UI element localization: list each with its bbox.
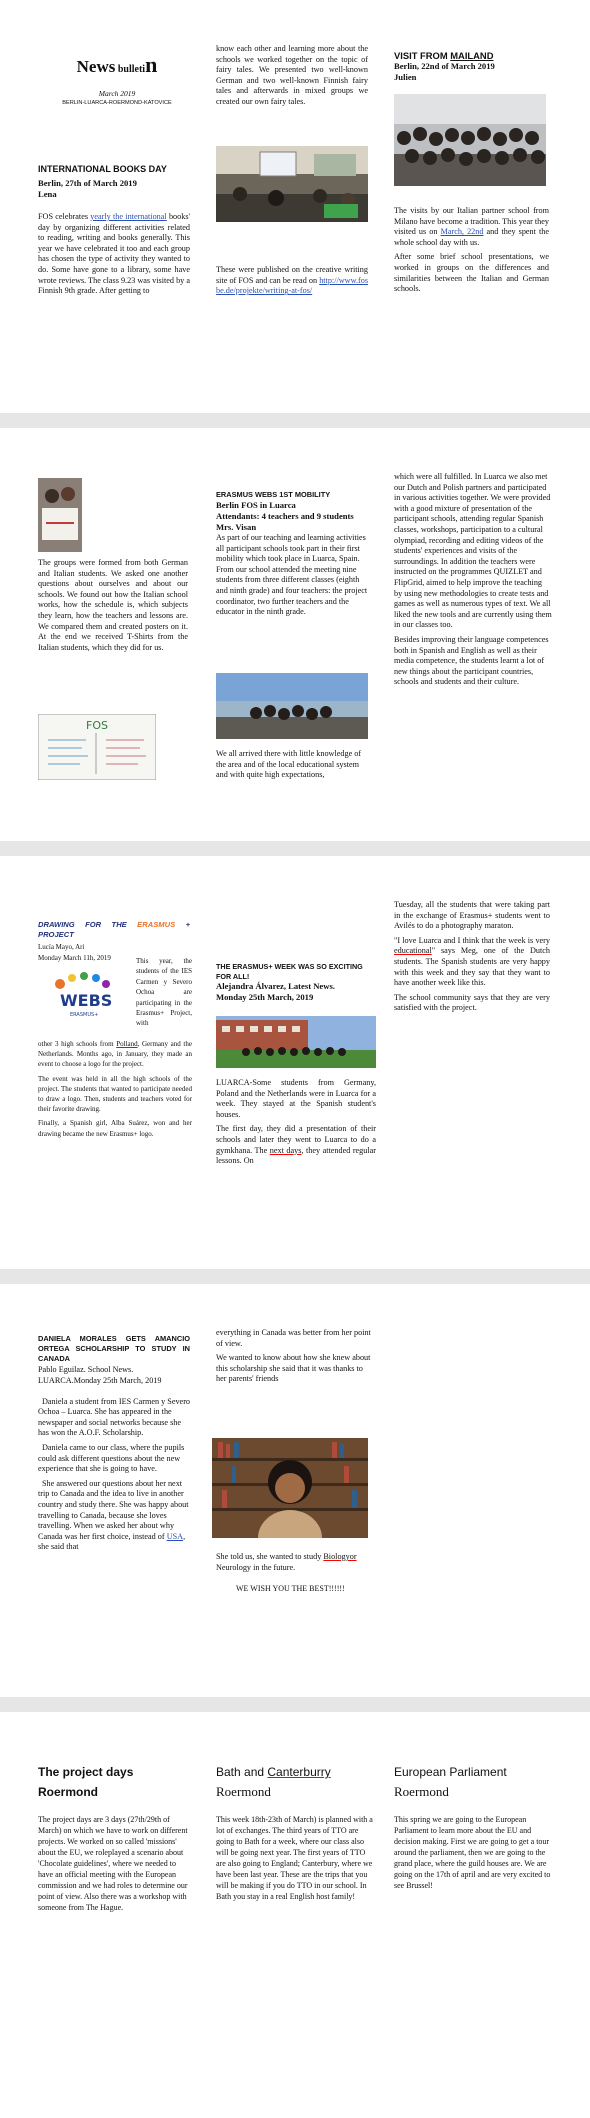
group-photo-milan xyxy=(394,94,546,186)
webs-logo xyxy=(38,964,128,1026)
newsletter-masthead xyxy=(62,52,172,78)
erasmus-week-paragraph-2 xyxy=(216,1124,376,1166)
text-run: The visits by our Italian partner school from Milano have become a tradition. This year they visited us on xyxy=(394,206,549,237)
scholarship-paragraph-3 xyxy=(38,1479,190,1553)
text-run: Neurology in the future. xyxy=(216,1562,296,1572)
books-day-article xyxy=(38,164,190,301)
text-run: "I love Luarca and I think that the week is very xyxy=(394,935,550,945)
newsletter-page-4 xyxy=(0,1284,590,1697)
poster-title: FOS xyxy=(86,719,108,732)
logo-winner-paragraph: Finally, a Spanish girl, Alba Suárez, won and her drawing became the new Erasmus+ logo. xyxy=(38,1119,192,1138)
books-day-publication xyxy=(216,265,368,301)
text-run: She answered our questions about her next trip to Canada and the idea to live in another country and study there. She was happy about travelling to Canada, because she loves travelling. When we asked her about why Canada was her first choice, instead of xyxy=(38,1478,189,1541)
italian-exchange-text xyxy=(38,558,188,657)
books-day-paragraph-2: know each other and learning more about the schools we worked together on the topic of fairy tales. We presented two well-known German and two well-known Finnish fairy tales and afterwards in mixed groups we created our own fairy tales. xyxy=(216,44,368,106)
bath-title xyxy=(216,1762,374,1782)
inline-link[interactable]: Biologyor xyxy=(323,1552,357,1561)
classroom-photo xyxy=(216,146,368,222)
writing-site-link[interactable]: http://www.fosbe.de/projekte/writing-at-fos/ xyxy=(216,275,369,296)
students-working-photo xyxy=(38,478,82,552)
mobility-outcomes-paragraph: Besides improving their language competences both in Spanish and English as well as their media competence, the students learnt a lot of new things about the participant countries, schools and students and their culture. xyxy=(394,634,549,687)
erasmus-week-paragraph: LUARCA-Some students from Germany, Poland and the Netherlands were in Luarca for a week. They stayed at the Spanish student's houses. xyxy=(216,1078,376,1119)
masthead-mid: bulleti xyxy=(115,64,146,75)
text-run: + PROJECT xyxy=(38,920,191,939)
books-day-paragraph xyxy=(38,212,190,297)
inline-link[interactable]: USA xyxy=(166,1531,184,1541)
erasmus-word: ERASMUS xyxy=(137,920,176,929)
canterburry-word: Canterburry xyxy=(267,1765,331,1779)
scholarship-paragraph-4: everything in Canada was better from her point of view. xyxy=(216,1328,371,1348)
parliament-body: This spring we are going to the European Parliament to learn more about the EU and decision making. First we are going to get a tour around the parliament, then we are going to the grand place, where the guild houses are. We are going on the 17th of april and are very excited to see Brussel! xyxy=(394,1815,551,1890)
bath-article xyxy=(216,1762,374,1906)
scholarship-closing xyxy=(216,1552,372,1577)
text-run: " says Meg, one of the Dutch students. The Spanish students are very happy with this week and they say that they want to have another week like this. xyxy=(394,946,550,988)
inline-link[interactable]: March, 22nd xyxy=(440,227,484,237)
project-days-title: The project days xyxy=(38,1765,134,1779)
logo-body-paragraph xyxy=(38,1039,192,1070)
mailand-word: MAILAND xyxy=(450,50,494,61)
logo-article-heading xyxy=(38,920,190,940)
erasmus-week-body xyxy=(216,1078,376,1171)
project-days-body: The project days are 3 days (27th/29th of March) on which we have to work on different projects. We worked on so called 'missions' about the EU, we roleplayed a scenario about 'Chocolate guidelines', where we needed to have an official meeting with the European commission and we had roles to determine our point of view. Also there was a workshop with someone from The Hague. xyxy=(38,1815,188,1912)
luarca-group-photo xyxy=(216,673,368,739)
milan-visit-paragraph xyxy=(394,206,549,248)
community-paragraph: The school community says that they are very satisfied with the project. xyxy=(394,992,550,1013)
text-run: She told us, she wanted to study xyxy=(216,1552,324,1561)
newsletter-page-3 xyxy=(0,856,590,1269)
scholarship-paragraph-5: We wanted to know about how she knew about this scholarship she said that it was thanks to her parents' friends xyxy=(216,1353,371,1384)
best-wishes-text: WE WISH YOU THE BEST!!!!!! xyxy=(236,1584,345,1593)
text-run: Bath and xyxy=(216,1765,268,1779)
scholarship-paragraph-1: Daniela a student from IES Carmen y Severo Ochoa – Luarca. She has appeared in the newspaper and social networks because she has won the A.O.F. Scholarship. xyxy=(38,1396,191,1438)
logo-article-author: Lucía Mayo, Ari xyxy=(38,943,85,951)
text-run: These were published on the creative writing site of FOS and can be read on xyxy=(216,265,368,285)
text-run: , Germany and the Netherlands. Months ago, in January, they made an event to choose a logo for the project. xyxy=(38,1040,192,1069)
scholarship-dateline: LUARCA.Monday 25th March, 2019 xyxy=(38,1375,162,1385)
bath-body: This week 18th-23th of March) is planned with a lot of exchanges. The third years of TTO are going to Bath for a week, where our class also will be going next year. The first years of TTO are also going to England; Canterbury, where we have been last year. These are the trips that you will be making if you do TTO in our school. In Bath you stay in a real English host family! xyxy=(216,1815,373,1901)
books-day-dateline: Berlin, 27th of March 2019 xyxy=(38,178,137,188)
milan-visit-article xyxy=(394,50,549,83)
aviles-paragraph: Tuesday, all the students that were taking part in the exchange of Erasmus+ students went to Avilés to do a photography maraton. xyxy=(394,900,550,931)
logo-event-paragraph: The event was held in all the high schools of the project. The students that wanted to participate needed to draw a logo. Then, students and teachers voted for their favorite drawing. xyxy=(38,1074,192,1114)
text-run: , she said that xyxy=(38,1531,186,1552)
logo-word: WEBS xyxy=(60,991,113,1010)
text-run: other 3 high schools from xyxy=(38,1040,117,1048)
erasmus-week-continued xyxy=(394,900,550,1018)
masthead-prefix: News xyxy=(76,57,116,76)
mobility-arrival xyxy=(216,749,372,785)
books-day-author: Lena xyxy=(38,189,57,199)
books-day-heading: INTERNATIONAL BOOKS DAY xyxy=(38,164,167,174)
parliament-title: European Parliament xyxy=(394,1765,507,1779)
inline-link[interactable]: educational xyxy=(394,946,432,956)
text-run: FOS celebrates xyxy=(38,212,91,221)
logo-intro-paragraph: This year, the students of the IES Carmen y Severo Ochoa are participating in the Erasmus+ Project, with xyxy=(136,957,192,1028)
mobility-dateline: Berlin FOS in Luarca xyxy=(216,500,296,510)
scholarship-heading: DANIELA MORALES GETS AMANCIO ORTEGA SCHOLARSHIP TO STUDY IN CANADA xyxy=(38,1334,190,1363)
text-run: DRAWING FOR THE xyxy=(38,920,138,929)
mobility-author: Mrs. Visan xyxy=(216,522,257,532)
inline-link[interactable]: next days xyxy=(269,1145,302,1155)
italian-exchange-paragraph: The groups were formed from both German and Italian students. We asked one another questions about ourselves and about our schools. We found out how the Italian school works, how the schedule is, which subjects they learn, how the teachers and lessons are. We compared them and created posters on it. At the end we received T-Shirts from the Italian students, which they did for us. xyxy=(38,558,188,652)
scholarship-study-paragraph xyxy=(216,1552,372,1573)
books-day-continued xyxy=(216,44,368,112)
text-run: , they attended regular lessons. On xyxy=(216,1145,376,1166)
project-days-subtitle: Roermond xyxy=(38,1785,98,1799)
erasmus-week-dateline: Monday 25th March, 2019 xyxy=(216,992,314,1003)
milan-visit-author: Julien xyxy=(394,72,417,82)
erasmus-week-heading: THE ERASMUS+ WEEK WAS SO EXCITING FOR ALL! xyxy=(216,962,363,981)
project-days-article xyxy=(38,1762,190,1917)
poster-photo xyxy=(38,714,156,780)
mobility-continued xyxy=(394,472,552,692)
scholarship-paragraph-2: Daniela came to our class, where the pupils could ask different questions about the new experience that she is going to have. xyxy=(38,1442,185,1474)
inline-link[interactable]: yearly the international xyxy=(90,212,167,221)
parliament-subtitle: Roermond xyxy=(394,1784,449,1799)
mobility-paragraph: As part of our teaching and learning activities all participant schools took part in their first mobility which took place in Luarca, Spain. From our school attended the meeting nine students from three different classes (eighth and ninth grade) and four teachers: the project coordinator, two further teachers and the educator in the ninth grade. xyxy=(216,533,368,617)
scholarship-author: Pablo Eguilaz. School News. xyxy=(38,1365,134,1375)
daniela-portrait-photo xyxy=(212,1438,368,1538)
european-parliament-article xyxy=(394,1762,552,1895)
milan-visit-body xyxy=(394,206,549,299)
newsletter-page-1 xyxy=(0,0,590,413)
milan-visit-dateline: Berlin, 22nd of March 2019 xyxy=(394,61,495,71)
text-run: and they spent the whole school day with us. xyxy=(394,227,549,247)
scholarship-continued xyxy=(216,1328,372,1389)
erasmus-week-article xyxy=(216,962,376,1003)
text-run: books' day by organizing different activities related to reading, writing and books generally. This year we have celebrated it too and each group has chosen the type of activity they wanted to do. Some have gone to a library, some have wrote reviews. The class 9.23 was visited by a Finnish 9th grade. After getting to xyxy=(38,212,190,296)
erasmus-week-author: Alejandra Álvarez, Latest News. xyxy=(216,981,335,992)
mobility-heading: ERASMUS WEBS 1ST MOBILITY xyxy=(216,490,331,499)
logo-article-body xyxy=(38,1039,192,1143)
publication-text xyxy=(216,265,368,297)
logo-article-intro xyxy=(136,956,192,1033)
mobility-arrival-paragraph: We all arrived there with little knowledge of the area and of the local educational system and with quite high expectations, xyxy=(216,749,362,780)
inline-link[interactable]: Polland xyxy=(116,1040,138,1048)
mobility-article xyxy=(216,490,372,622)
milan-visit-heading xyxy=(394,50,549,61)
logo-subtitle: ERASMUS+ xyxy=(70,1012,99,1018)
milan-visit-paragraph-2: After some brief school presentations, we worked in groups on the differences and similarities between the Italian and German schools. xyxy=(394,252,549,294)
newsletter-page-5 xyxy=(0,1712,590,2118)
masthead-schools: BERLIN-LUARCA-ROERMOND-KATOVICE xyxy=(62,100,172,106)
bath-subtitle: Roermond xyxy=(216,1784,271,1799)
school-group-photo xyxy=(216,1016,376,1068)
masthead-date: March 2019 xyxy=(98,89,136,98)
logo-article-date: Monday March 11h, 2019 xyxy=(38,953,111,962)
mobility-attendants: Attendants: 4 teachers and 9 students xyxy=(216,511,354,521)
masthead-suffix: n xyxy=(145,52,158,77)
newsletter-page-2 xyxy=(0,428,590,841)
quote-paragraph xyxy=(394,936,550,989)
text-run: VISIT FROM xyxy=(394,50,451,61)
scholarship-article xyxy=(38,1334,190,1557)
mobility-activities-paragraph: which were all fulfilled. In Luarca we also met our Dutch and Polish partners and participated in various activities together. We were provided with a good mixture of presentation of the participant schools, attending regular Spanish classes, workshops, participation to a cultural olympiad, recording and editing videos of the students' experiences and visits of the surroundings. In addition the teachers were instructed on the programmes QUIZLET and FlipGrid, aimed to help improve the teaching by using new methodologies to create tests and games as well as numerous types of text. We all liked the new tools and are currently using them in our classes too. xyxy=(394,472,552,630)
text-run: The first day, they did a presentation of their schools and later they went to Luarca to do a gymkhana. The xyxy=(216,1124,376,1155)
